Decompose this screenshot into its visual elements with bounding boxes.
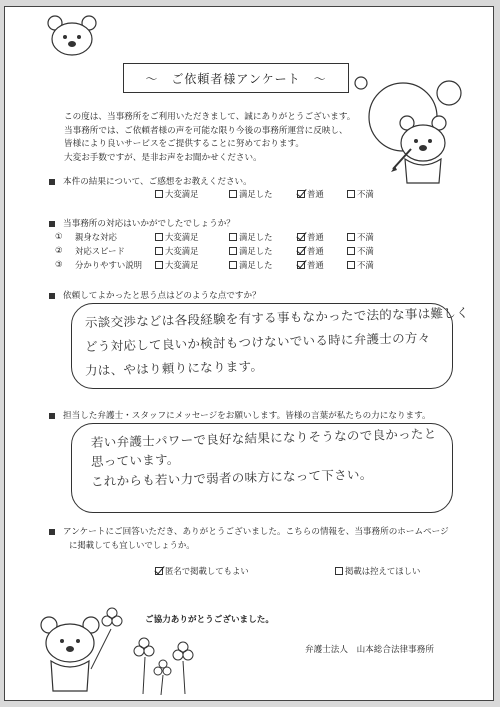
option-label: 不満 bbox=[357, 189, 374, 199]
checkbox[interactable] bbox=[347, 247, 355, 255]
row-number: ② bbox=[55, 245, 63, 255]
row-number: ① bbox=[55, 231, 63, 241]
q2-option[interactable] bbox=[229, 245, 273, 257]
q1-option-checked[interactable] bbox=[297, 188, 324, 200]
option-label: 満足した bbox=[239, 189, 273, 199]
checkbox-checked[interactable] bbox=[297, 247, 305, 255]
question-1 bbox=[49, 175, 252, 187]
intro-text bbox=[64, 111, 364, 165]
intro-line: 当事務所では、ご依頼者様の声を可能な限り今後の事務所運営に反映し、 bbox=[64, 125, 348, 136]
handwritten-answer: 思っています。 bbox=[90, 451, 180, 469]
q2-option-checked[interactable] bbox=[297, 259, 324, 271]
handwritten-answer: 若い弁護士パワーで良好な結果になりそうなので良かったと bbox=[90, 425, 437, 450]
option-label: 満足した bbox=[239, 260, 273, 270]
question-5-text: アンケートにご回答いただき、ありがとうございました。こちらの情報を、当事務所のホームページ bbox=[63, 527, 449, 537]
option-label: 匿名で掲載してもよい bbox=[165, 566, 249, 576]
bullet-marker bbox=[49, 413, 55, 419]
checkbox-checked[interactable] bbox=[297, 233, 305, 241]
row-label: 分かりやすい説明 bbox=[75, 260, 142, 270]
checkbox[interactable] bbox=[155, 233, 163, 241]
question-3-text: 依頼してよかったと思う点はどのような点ですか？ bbox=[63, 291, 261, 301]
handwritten-answer: 示談交渉などは各段経験を有する事もなかったで法的な事は難しく bbox=[84, 304, 470, 330]
checkbox[interactable] bbox=[229, 190, 237, 198]
handwritten-answer: これからも若い力で弱者の味方になって下さい。 bbox=[90, 466, 373, 489]
checkbox-checked[interactable] bbox=[155, 567, 163, 575]
bullet-marker bbox=[49, 179, 55, 185]
checkbox[interactable] bbox=[155, 190, 163, 198]
question-4-text: 担当した弁護士・スタッフにメッセージをお願いします。皆様の言葉が私たちの力になります。 bbox=[63, 411, 431, 421]
q2-option[interactable] bbox=[229, 231, 273, 243]
checkbox[interactable] bbox=[155, 261, 163, 269]
question-1-text: 本件の結果について、ご感想をお教えください。 bbox=[63, 177, 252, 187]
bear-illustration-top bbox=[45, 13, 105, 63]
row-number: ③ bbox=[55, 259, 63, 269]
option-label: 大変満足 bbox=[165, 232, 199, 242]
row-label: 親身な対応 bbox=[75, 232, 117, 242]
intro-line: この度は、当事務所をご利用いただきまして、誠にありがとうございます。 bbox=[64, 112, 356, 122]
question-5-text-cont: に掲載しても宜しいでしょうか。 bbox=[69, 540, 195, 550]
q2-option[interactable] bbox=[155, 231, 199, 243]
option-label: 不満 bbox=[357, 246, 374, 256]
option-label: 普通 bbox=[307, 260, 324, 270]
q2-option[interactable] bbox=[155, 259, 199, 271]
question-2 bbox=[49, 217, 235, 229]
checkbox[interactable] bbox=[347, 190, 355, 198]
checkbox[interactable] bbox=[229, 261, 237, 269]
q2-option[interactable] bbox=[347, 259, 374, 271]
q1-option[interactable] bbox=[347, 188, 374, 200]
bullet-marker bbox=[49, 221, 55, 227]
q2-option-checked[interactable] bbox=[297, 231, 324, 243]
bear-pencil-illustration bbox=[353, 73, 483, 203]
option-label: 普通 bbox=[307, 232, 324, 242]
option-label: 不満 bbox=[357, 260, 374, 270]
survey-sheet bbox=[4, 6, 494, 701]
question-3 bbox=[49, 289, 261, 301]
handwritten-answer: 力は、やはり頼りになります。 bbox=[84, 358, 264, 378]
option-label: 大変満足 bbox=[165, 246, 199, 256]
checkbox[interactable] bbox=[347, 233, 355, 241]
q1-option[interactable] bbox=[229, 188, 273, 200]
question-4 bbox=[49, 409, 431, 421]
checkbox[interactable] bbox=[347, 261, 355, 269]
intro-line: 皆様により良いサービスをご提供することに努めております。 bbox=[64, 139, 304, 150]
question-5 bbox=[49, 525, 449, 537]
option-label: 掲載は控えてほしい bbox=[345, 566, 421, 576]
publish-decline-option[interactable] bbox=[335, 565, 420, 577]
option-label: 不満 bbox=[357, 232, 374, 242]
handwritten-answer: どう対応して良いか検討もつけないでいる時に弁護士の方々 bbox=[84, 329, 431, 354]
q2-option[interactable] bbox=[347, 231, 374, 243]
bullet-marker bbox=[49, 293, 55, 299]
option-label: 満足した bbox=[239, 232, 273, 242]
q1-option[interactable] bbox=[155, 188, 199, 200]
thanks-message: ご協力ありがとうございました。 bbox=[145, 615, 274, 625]
firm-name: 弁護士法人 山本総合法律事務所 bbox=[305, 645, 434, 655]
row-label: 対応スピード bbox=[75, 246, 125, 256]
option-label: 大変満足 bbox=[165, 189, 199, 199]
checkbox[interactable] bbox=[335, 567, 343, 575]
q2-option-checked[interactable] bbox=[297, 245, 324, 257]
publish-anonymous-option[interactable] bbox=[155, 565, 249, 577]
q2-option[interactable] bbox=[155, 245, 199, 257]
question-2-text: 当事務所の対応はいかがでしたでしょうか？ bbox=[63, 219, 235, 229]
option-label: 普通 bbox=[307, 189, 324, 199]
option-label: 大変満足 bbox=[165, 260, 199, 270]
intro-line: 大変お手数ですが、是非お声をお聞かせください。 bbox=[64, 152, 262, 163]
q2-option[interactable] bbox=[229, 259, 273, 271]
checkbox[interactable] bbox=[229, 247, 237, 255]
page-title: ～ ご依頼者様アンケート ～ bbox=[123, 63, 349, 93]
bullet-marker bbox=[49, 529, 55, 535]
option-label: 普通 bbox=[307, 246, 324, 256]
checkbox[interactable] bbox=[155, 247, 163, 255]
option-label: 満足した bbox=[239, 246, 273, 256]
checkbox-checked[interactable] bbox=[297, 190, 305, 198]
q2-option[interactable] bbox=[347, 245, 374, 257]
checkbox[interactable] bbox=[229, 233, 237, 241]
checkbox-checked[interactable] bbox=[297, 261, 305, 269]
